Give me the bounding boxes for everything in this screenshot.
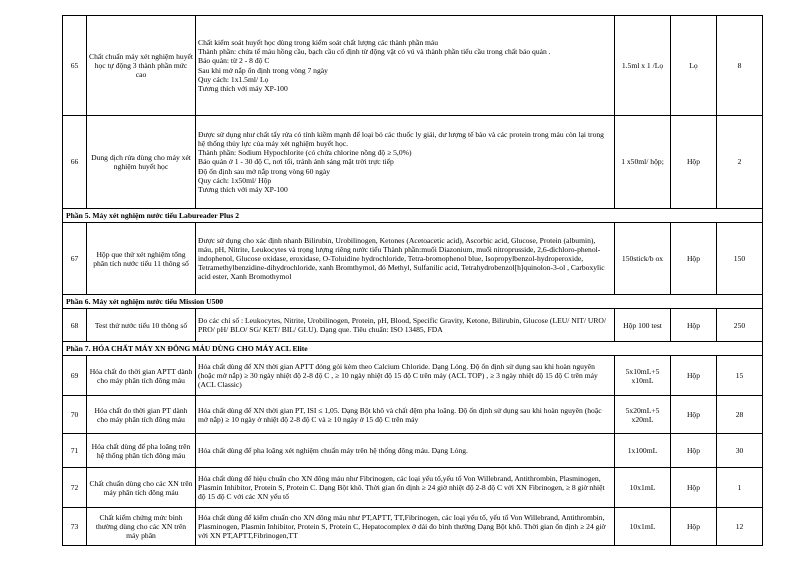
item-quantity: 30 <box>717 434 763 468</box>
item-packaging: 5x10mL+5 x10mL <box>615 356 671 396</box>
items-table <box>62 15 763 546</box>
description-line: Độ ổn định sau mở nắp trong vòng 60 ngày <box>198 166 331 176</box>
item-unit: Hộp <box>671 508 717 546</box>
row-number: 71 <box>63 434 87 468</box>
item-packaging: Hộp 100 test <box>615 309 671 342</box>
item-description: Hóa chất dùng để hiệu chuẩn cho XN đông máu như Fibrinogen, các loại yếu tố,yếu tố Von Willebrand, Antithrombin, Plasminogen, Plasmin Inhibitor, Protein S, Protein C. Dạng Bột khô. Thời gian ổn định ≥ 24 giờ nhiệt độ 2-8 độ C với XN Fibrinogen, ≥ 8 giờ nhiệt độ 15 độ C với các XN yếu tố <box>196 468 615 508</box>
item-packaging: 1x100mL <box>615 434 671 468</box>
description-line: Sau khi mở nắp ổn định trong vòng 7 ngày <box>198 65 328 75</box>
row-number: 65 <box>63 16 87 116</box>
item-unit: Hộp <box>671 309 717 342</box>
item-description: Hóa chất dùng để pha loãng xét nghiệm chuẩn máy trên hệ thống đông máu. Dạng Lỏng. <box>196 434 615 468</box>
row-number: 66 <box>63 116 87 209</box>
section-title: Phần 5. Máy xét nghiệm nước tiểu Labureader Plus 2 <box>63 209 763 223</box>
item-quantity: 15 <box>717 356 763 396</box>
item-name: Hóa chất đo thời gian PT dành cho máy phân tích đông máu <box>87 396 196 434</box>
description-line: Bảo quản: từ 2 - 8 độ C <box>198 56 270 66</box>
description-line: Tương thích với máy XP-100 <box>198 83 288 93</box>
item-name: Hóa chất đo thời gian APTT dành cho máy phân tích đông máu <box>87 356 196 396</box>
table-row <box>63 396 763 434</box>
item-name: Chất kiểm chứng mức bình thường dùng cho các XN trên máy phân <box>87 508 196 546</box>
item-quantity: 12 <box>717 508 763 546</box>
description-line: Thành phần: chứa tế máu hồng cầu, bạch cầu cố định từ động vật có vú và thành phần tiểu cầu trong chất bảo quản . <box>198 47 551 57</box>
item-unit: Lọ <box>671 16 717 116</box>
table-row <box>63 468 763 508</box>
item-unit: Hộp <box>671 356 717 396</box>
item-packaging: 150stick/b ox <box>615 223 671 295</box>
table-row <box>63 16 763 116</box>
item-packaging: 1 x50ml/ hộp; <box>615 116 671 209</box>
table-row <box>63 356 763 396</box>
item-quantity: 8 <box>717 16 763 116</box>
description-line: Bảo quản ở 1 - 30 độ C, nơi tối, tránh ánh sáng mặt trời trực tiếp <box>198 157 394 167</box>
item-quantity: 1 <box>717 468 763 508</box>
description-line: Quy cách: 1x50ml/ Hộp <box>198 175 272 185</box>
table-row <box>63 309 763 342</box>
item-name: Chất chuẩn máy xét nghiệm huyết học tự động 3 thành phần mức cao <box>87 16 196 116</box>
item-name: Dung dịch rửa dùng cho máy xét nghiệm huyết học <box>87 116 196 209</box>
row-number: 72 <box>63 468 87 508</box>
item-quantity: 150 <box>717 223 763 295</box>
description-line: Chất kiểm soát huyết học dùng trong kiểm soát chất lượng các thành phần máu <box>198 38 439 48</box>
table-row <box>63 223 763 295</box>
item-unit: Hộp <box>671 434 717 468</box>
item-description: Được sử dụng cho xác định nhanh Bilirubin, Urobilinogen, Ketones (Acetoacetic acid), Ascorbic acid, Glucose, Protein (albumin), máu, pH, Nitrite, Leukocytes và trọng lượng riêng nước tiểu Thành phần:muối Diazonium, muối nitroprusside, 2,6-dichloro-phenol-indophenol, Glucose oxidase, eroxidase, O-Toluidine hydrochloride, Tetra-bromophenol blue, Isopropylbenzol-hydroperoxide, Tetramethylbenzidine-dihydrochloride, xanh Bromthymol, đỏ Methyl, Sulfanilic acid, Tetrahydrobenzol[h]quinolon-3-ol , Carboxylic acid ester, Xanh Bromothymol <box>196 223 615 295</box>
item-unit: Hộp <box>671 116 717 209</box>
item-name: Chất chuẩn dùng cho các XN trên máy phân tích đông máu <box>87 468 196 508</box>
section-title: Phần 6. Máy xét nghiệm nước tiểu Mission U500 <box>63 295 763 309</box>
row-number: 73 <box>63 508 87 546</box>
item-unit: Hộp <box>671 396 717 434</box>
item-description: Hóa chất dùng để XN thời gian APTT đóng gói kèm theo Calcium Chloride. Dạng Lỏng. Độ ổn định sử dụng sau khi hoàn nguyên (hoặc mở nắp) ≥ 30 ngày nhiệt độ 2-8 độ C , ≥ 10 ngày nhiệt độ 15 độ C trên máy (ACL TOP) , ≥ 3 ngày nhiệt độ 15 độ C trên máy (ACL Classic) <box>196 356 615 396</box>
section-header <box>63 342 763 356</box>
item-quantity: 28 <box>717 396 763 434</box>
section-title: Phần 7. HÓA CHẤT MÁY XN ĐÔNG MÁU DÙNG CHO MÁY ACL Elite <box>63 342 763 356</box>
section-header <box>63 295 763 309</box>
item-name: Test thử nước tiểu 10 thông số <box>87 309 196 342</box>
item-quantity: 2 <box>717 116 763 209</box>
item-name: Hộp que thử xét nghiệm tổng phân tích nước tiểu 11 thông số <box>87 223 196 295</box>
item-packaging: 1.5ml x 1 /Lọ <box>615 16 671 116</box>
item-description: Hóa chất dùng để kiểm chuẩn cho XN đông máu như PT,APTT, TT,Fibrinogen, các loại yếu tố, yếu tố Von Willebrand, Antithrombin, Plasminogen, Plasmin Inhibitor, Protein S, Protein C, Hepatocomplex ở dải đo bình thường Dạng Bột khô. Thời gian ổn định ≥ 24 giờ với XN PT,APTT,Fibrinogen,TT <box>196 508 615 546</box>
description-line: Tương thích với máy XP-100 <box>198 184 288 194</box>
item-description <box>196 16 615 116</box>
item-quantity: 250 <box>717 309 763 342</box>
row-number: 67 <box>63 223 87 295</box>
item-unit: Hộp <box>671 223 717 295</box>
item-packaging: 5x20mL+5 x20mL <box>615 396 671 434</box>
row-number: 68 <box>63 309 87 342</box>
table-row <box>63 434 763 468</box>
table-row <box>63 116 763 209</box>
item-packaging: 10x1mL <box>615 508 671 546</box>
item-description: Đo các chỉ số : Leukocytes, Nitrite, Urobilinogen, Protein, pH, Blood, Specific Gravity, Ketone, Bilirubin, Glucose (LEU/ NIT/ URO/ PRO/ pH/ BLO/ SG/ KET/ BIL/ GLU). Dạng que. Tiêu chuẩn: ISO 13485, FDA <box>196 309 615 342</box>
section-header <box>63 209 763 223</box>
item-description: Hóa chất dùng để XN thời gian PT, ISI ≤ 1,05. Dạng Bột khô và chất đệm pha loãng. Độ ổn định sử dụng sau khi hoàn nguyên (hoặc mở nắp) ≥ 10 ngày ở nhiệt độ 2-8 độ C và ≥ 10 ngày ở 15 độ C trên máy <box>196 396 615 434</box>
row-number: 69 <box>63 356 87 396</box>
description-line: Quy cách: 1x1.5ml/ Lọ <box>198 74 269 84</box>
item-name: Hóa chất dùng để pha loãng trên hệ thống phân tích đông máu <box>87 434 196 468</box>
description-line: Thành phần: Sodium Hypochlorite (có chứa chlorine nồng độ ≥ 5,0%) <box>198 148 412 158</box>
row-number: 70 <box>63 396 87 434</box>
item-description <box>196 116 615 209</box>
item-packaging: 10x1mL <box>615 468 671 508</box>
item-unit: Hộp <box>671 468 717 508</box>
table-row <box>63 508 763 546</box>
description-line: Được sử dụng như chất tẩy rửa có tính kiềm mạnh để loại bỏ các thuốc ly giải, dư lượng tế bào và các protein trong máu còn lại trong hệ thống thủy lực của máy xét nghiệm huyết học. <box>198 130 604 149</box>
